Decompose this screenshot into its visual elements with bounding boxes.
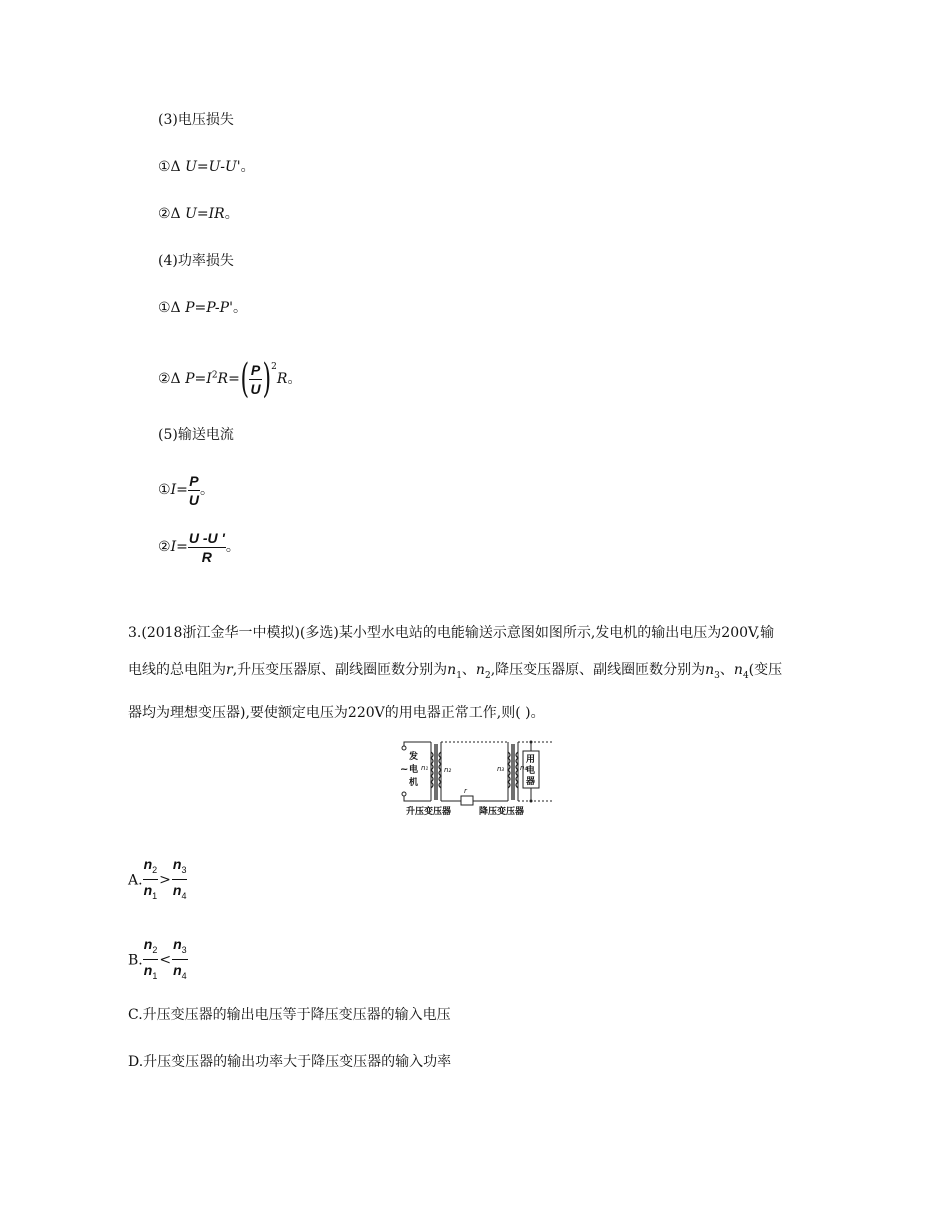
fraction [143,855,159,906]
section4-item2 [158,345,301,401]
transmission-circuit-diagram [395,738,555,820]
wire [404,742,431,746]
formula-part: R= [217,371,240,387]
variable: r [226,662,233,678]
denominator: U [250,380,261,397]
formula: U=U-U' [185,159,241,175]
numerator [143,855,159,880]
numerator [143,935,159,960]
item-marker: ①Δ [158,159,186,175]
option-b[interactable] [128,935,188,986]
resistor-r [461,796,473,805]
numerator: U -U ' [188,529,225,546]
var: n [143,961,153,978]
exponent: 2 [211,370,218,381]
formula: P=P-P' [185,300,233,316]
text: 、 [719,662,734,678]
denominator [143,960,159,986]
subscript: 3 [714,670,720,681]
label-n4: n₄ [520,764,528,772]
step-up-label: 升压变压器 [406,807,452,817]
section3-item1 [158,157,255,177]
fraction [172,935,188,986]
subscript: 1 [456,670,462,681]
generator-label-3: 机 [409,778,419,788]
item-marker: ①Δ [158,300,186,316]
period: 。 [224,206,239,222]
text: (变压 [748,662,783,678]
junction [530,741,533,744]
fraction [172,855,188,906]
left-paren: ( [240,356,249,402]
section3-heading: (3)电压损失 [158,112,234,128]
fraction [188,529,226,566]
text: 、 [461,662,476,678]
fraction [188,472,200,509]
formula-part: I= [170,539,188,555]
subscript: 4 [181,890,187,901]
formula: U=IR [185,206,225,222]
period: 。 [232,300,247,316]
section4-item1 [158,298,247,318]
formula-part: R [276,371,288,387]
var: n [143,936,153,952]
subscript: 3 [181,944,187,955]
period: 。 [225,539,240,555]
appliance-label-1: 用 [526,755,536,765]
formula-part: I= [170,482,188,498]
appliance-label-3: 器 [526,777,536,787]
denominator [172,960,188,986]
option-label: B. [128,952,143,969]
period: 。 [287,371,302,387]
subscript: 1 [152,970,158,981]
item-marker: ② [158,539,171,555]
numerator: P [250,361,261,378]
label-r: r [464,787,467,795]
var: n [143,856,153,872]
variable: n [705,662,715,678]
item-marker: ① [158,482,171,498]
terminal [402,746,406,750]
appliance-label-2: 电 [526,766,536,776]
operator: < [159,952,172,969]
section5-item1 [158,470,214,510]
subscript: 4 [181,970,187,981]
ac-symbol: ~ [400,764,409,775]
exponent: 2 [271,362,277,372]
var: n [143,881,153,898]
variable: n [447,662,457,678]
denominator [172,880,188,906]
denominator: U [188,491,199,508]
operator: > [159,872,171,889]
section3-item2 [158,204,239,224]
subscript: 2 [152,864,158,875]
option-d[interactable]: D.升压变压器的输出功率大于降压变压器的输入功率 [128,1054,452,1070]
subscript: 2 [484,670,491,681]
terminal [402,792,406,796]
subscript: 1 [152,890,158,901]
denominator [143,880,159,906]
period: 。 [240,159,255,175]
step-down-label: 降压变压器 [479,807,525,817]
fraction [249,361,261,398]
section5-heading: (5)输送电流 [158,427,234,443]
right-paren: ) [262,356,271,402]
option-c[interactable]: C.升压变压器的输出电压等于降压变压器的输入电压 [128,1007,451,1023]
var: n [172,856,182,872]
denominator: R [201,548,212,565]
question-text [128,615,828,732]
subscript: 4 [742,670,749,681]
coil-n1 [431,752,433,788]
generator-label-2: 电 [409,765,419,775]
item-marker: ②Δ [158,206,186,222]
var: n [173,936,182,952]
question-line-2 [128,652,828,695]
option-a[interactable] [128,855,187,906]
text: ,降压变压器原、副线圈匝数分别为 [490,662,706,678]
item-marker: ②Δ [158,371,186,387]
section5-item2 [158,527,240,567]
period: 。 [199,482,214,498]
numerator [172,855,188,880]
variable: n [733,662,743,678]
coil-n3 [508,752,510,788]
fraction [143,935,159,986]
text: ,升压变压器原、副线圈匝数分别为 [232,662,448,678]
generator-label-1: 发 [409,752,419,762]
option-label: A. [128,872,143,889]
wire [404,796,431,801]
numerator [172,935,188,960]
text: 电线的总电阻为 [128,662,226,678]
junction [530,800,533,803]
question-line-1: 3.(2018浙江金华一中模拟)(多选)某小型水电站的电能输送示意图如图所示,发电机的输出电压为200V,输 [128,625,775,641]
variable: n [475,662,485,678]
label-n1: n₁ [421,764,429,772]
label-n3: n₃ [497,765,505,773]
question-line-3: 器均为理想变压器),要使额定电压为220V的用电器正常工作,则( )。 [128,704,545,721]
var: n [172,881,182,898]
var: n [173,961,182,978]
subscript: 2 [152,944,158,955]
formula-part: P=I [185,371,212,387]
label-n2: n₂ [444,766,452,774]
subscript: 3 [181,864,187,875]
section4-heading: (4)功率损失 [158,253,234,269]
numerator: P [189,472,199,489]
